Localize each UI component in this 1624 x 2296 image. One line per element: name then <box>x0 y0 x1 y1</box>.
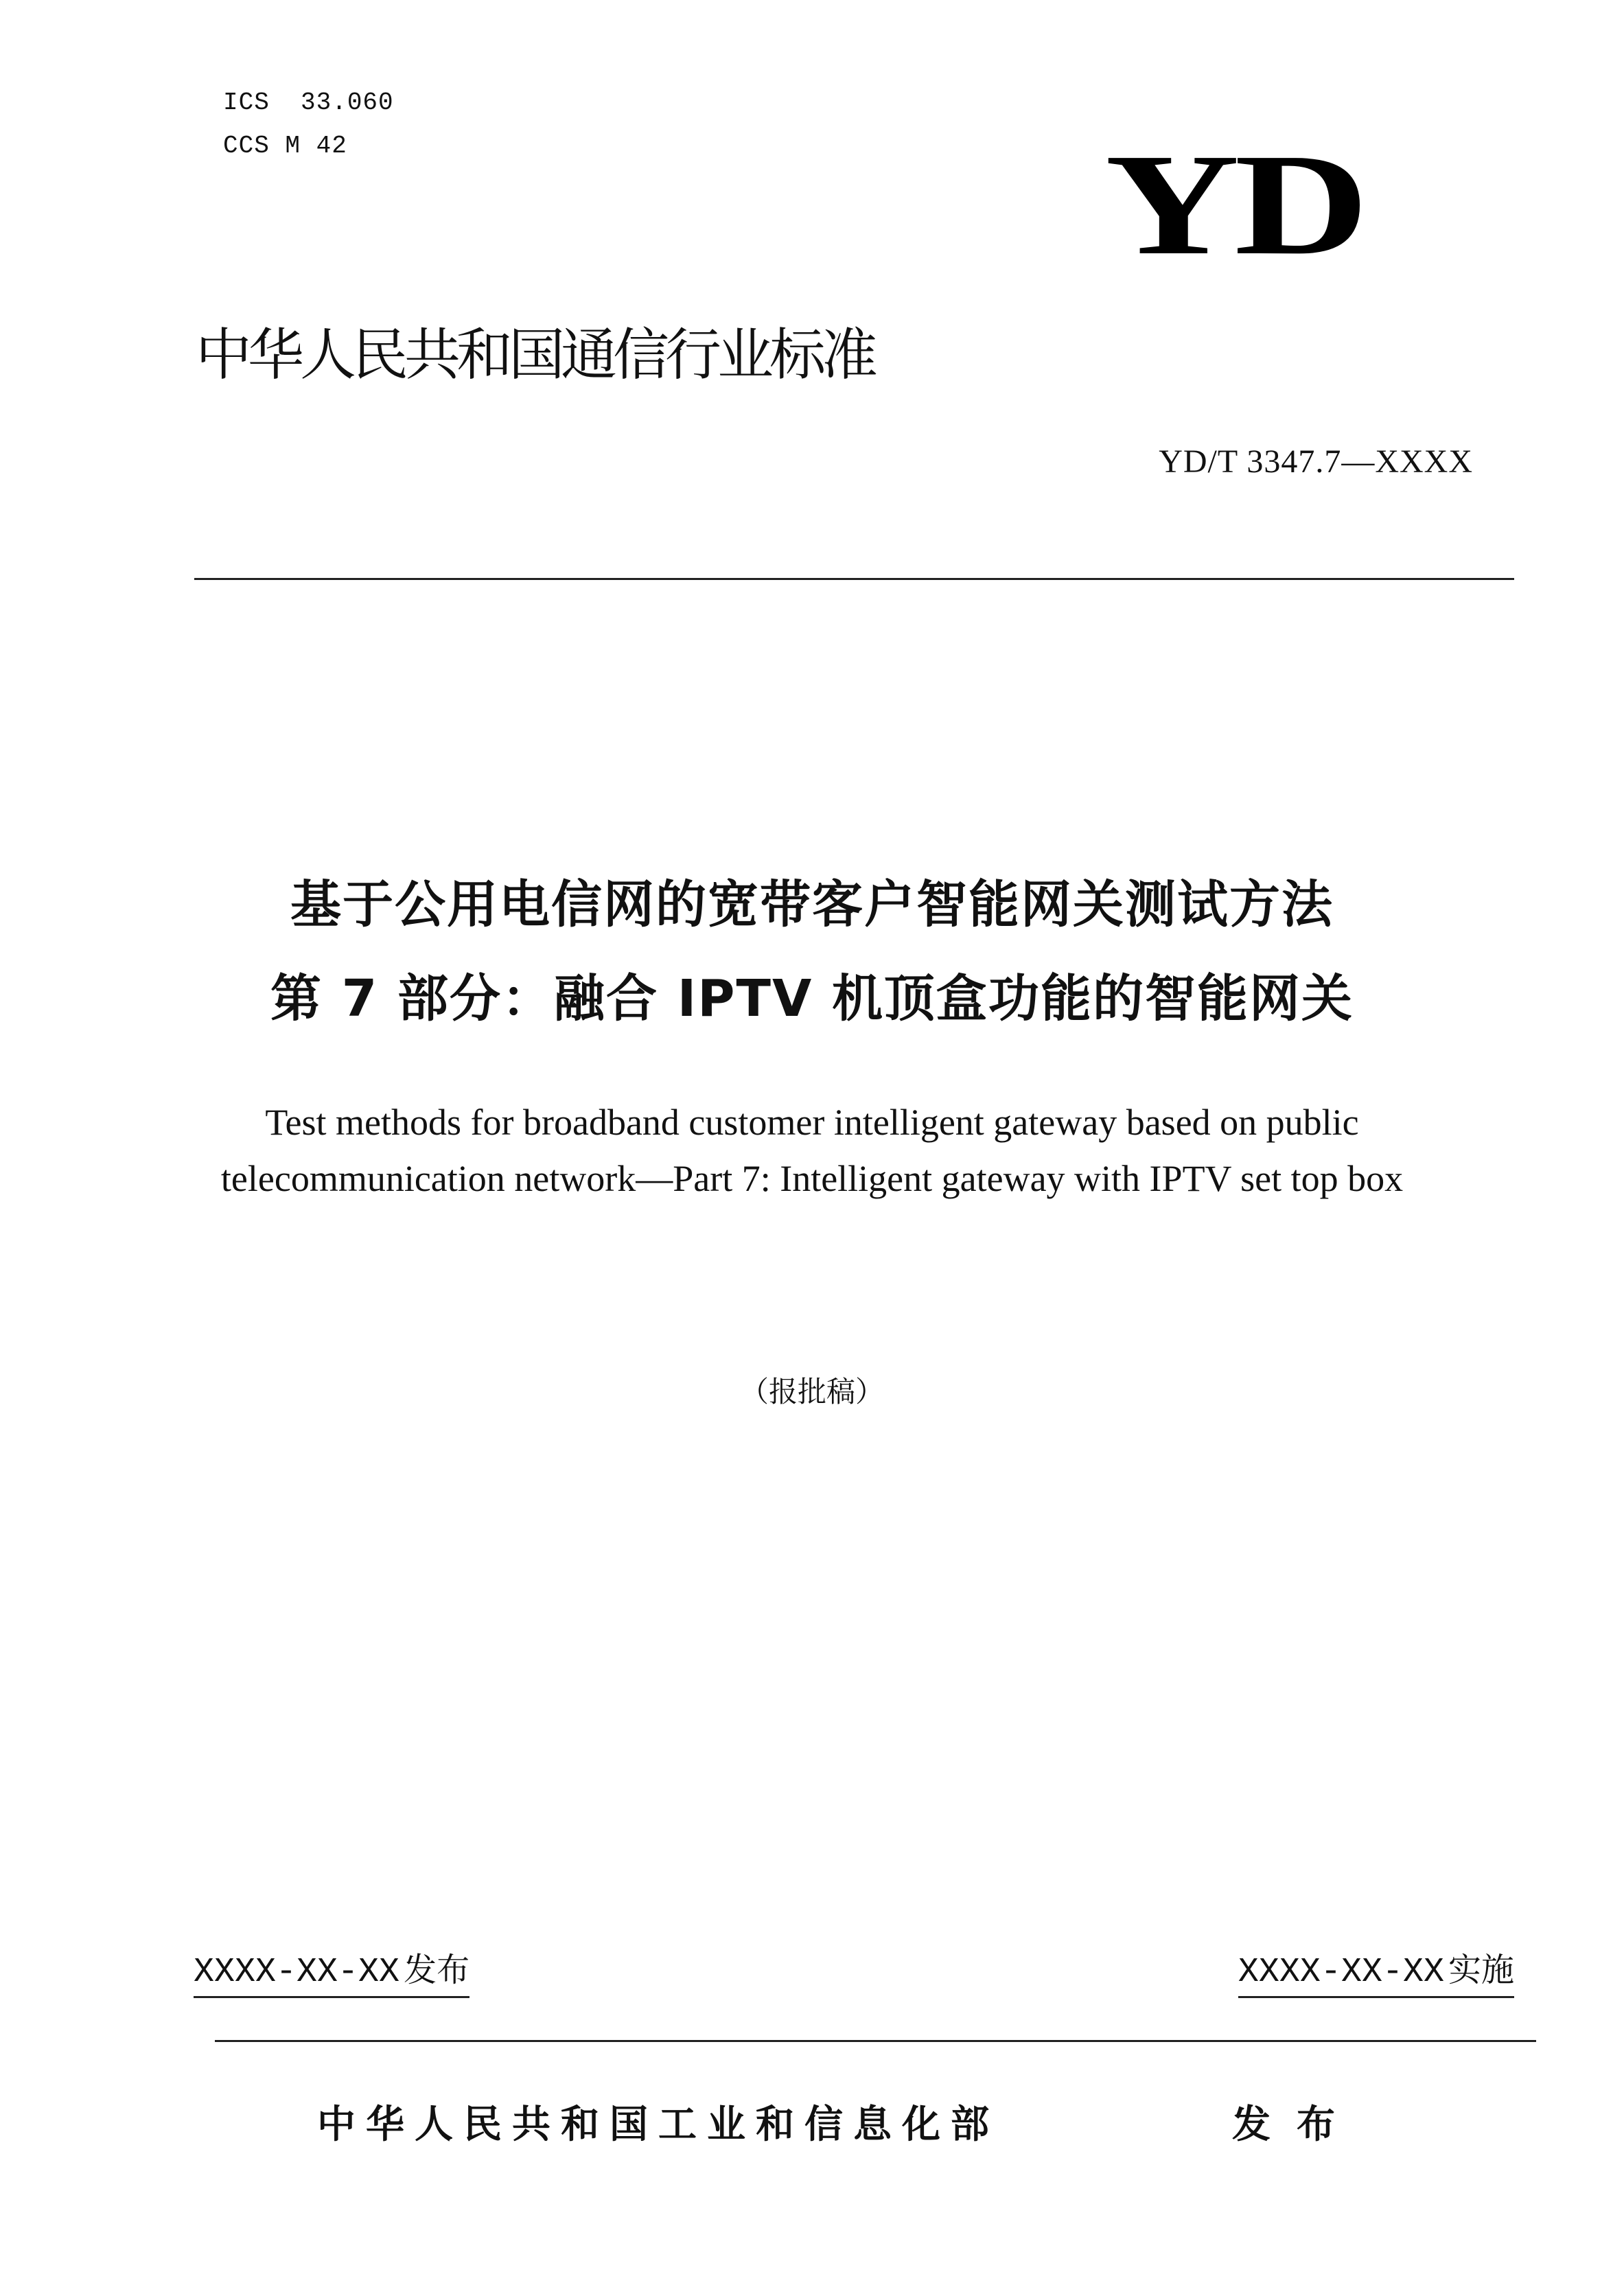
header-divider <box>194 578 1514 580</box>
ics-code: ICS 33.060 <box>223 89 394 117</box>
yd-logo: YD <box>1105 124 1364 285</box>
classification-codes <box>223 81 394 167</box>
title-english-line-2: telecommunication network—Part 7: Intelligent gateway with IPTV set top box <box>220 1158 1404 1199</box>
ccs-code: CCS M 42 <box>223 132 347 160</box>
title-english-line-1: Test methods for broadband customer intelligent gateway based on public <box>265 1102 1359 1143</box>
draft-status: （报批稿） <box>739 1375 884 1408</box>
standard-number: YD/T 3347.7—XXXX <box>1159 443 1473 480</box>
implementation-date: XXXX-XX-XX <box>1238 1953 1444 1992</box>
issue-date: XXXX-XX-XX <box>194 1953 400 1992</box>
issuing-authority: 中华人民共和国工业和信息化部 <box>317 2102 999 2147</box>
issue-date-label: 发布 <box>404 1951 470 1989</box>
title-chinese-line-2: 第 7 部分：融合 IPTV 机顶盒功能的智能网关 <box>270 969 1354 1028</box>
issue-date-block <box>194 1948 469 1998</box>
title-chinese-line-1: 基于公用电信网的宽带客户智能网关测试方法 <box>290 875 1334 934</box>
standard-category-title: 中华人民共和国通信行业标准 <box>196 323 874 388</box>
issue-verb: 发布 <box>1232 2102 1361 2147</box>
implementation-date-label: 实施 <box>1448 1951 1514 1989</box>
implementation-date-block <box>1238 1948 1514 1998</box>
footer-divider <box>215 2040 1536 2042</box>
